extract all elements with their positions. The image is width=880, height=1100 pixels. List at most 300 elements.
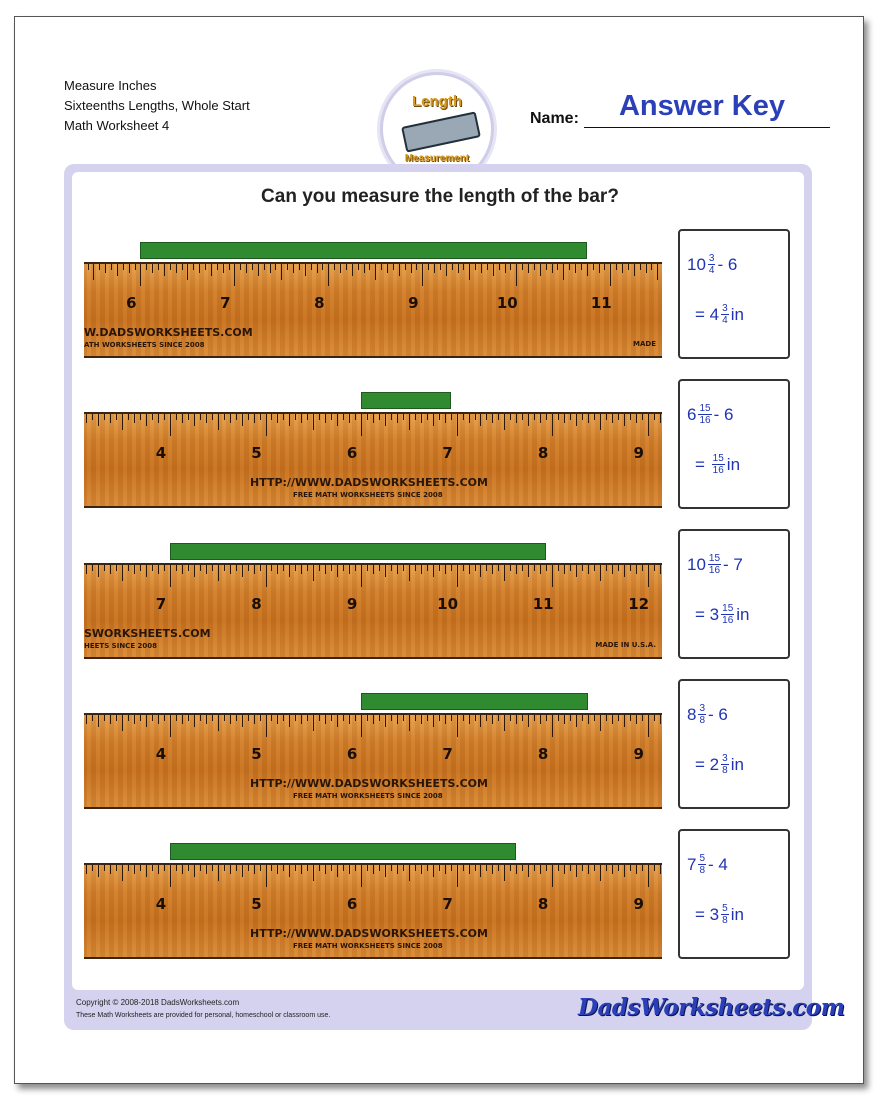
ruler-tick [248,865,249,871]
ruler-tick [369,264,370,270]
ruler-tick [534,865,535,871]
ruler-tick [486,715,487,721]
ruler-tick [630,865,631,871]
ruler-tick [439,865,440,871]
ruler-tick [582,565,583,571]
header-worksheet-number: Math Worksheet 4 [64,118,170,133]
answer-minus-start: - 6 [713,404,734,424]
ruler-tick [504,865,505,881]
equals-sign: = [695,454,705,474]
ruler-tick [218,565,219,581]
ruler-tick [486,414,487,420]
ruler-tick [618,565,619,571]
ruler-tick [409,565,410,581]
ruler-made-text: MADE [633,340,656,348]
answer-result [695,753,744,776]
ruler-tick [457,565,458,587]
answer-unit: in [736,604,750,624]
ruler-url-text: W.DADSWORKSHEETS.COM [84,326,253,339]
ruler-tick [325,565,326,574]
ruler-tick [576,715,577,727]
fraction-denominator: 16 [699,415,711,426]
fraction-denominator: 8 [722,915,728,926]
answer-end-fraction [698,703,706,726]
ruler-tick [651,264,652,270]
ruler-number: 10 [496,294,518,312]
ruler-tick [110,414,111,423]
ruler-tick [594,565,595,571]
ruler [84,713,662,809]
ruler-tick [367,414,368,420]
answer-subtraction [687,703,728,726]
fraction-numerator: 3 [708,253,715,264]
ruler-tick [104,715,105,721]
ruler-tick [546,414,547,420]
ruler-tick [660,565,661,574]
ruler-tick [576,865,577,877]
ruler-tick [415,414,416,420]
ruler-tick [128,565,129,571]
ruler-tick [534,264,535,270]
ruler-tick [176,565,177,571]
ruler-tick [140,565,141,571]
ruler-tick [409,414,410,430]
ruler-tick [469,264,470,280]
ruler-number: 8 [537,444,549,462]
fraction-denominator: 4 [722,315,728,326]
ruler-tick [640,264,641,270]
ruler-tick [660,715,661,724]
ruler-tick [463,715,464,721]
ruler-tick [648,715,649,737]
ruler-tick [349,565,350,574]
ruler-tick [355,865,356,871]
ruler-tick [469,865,470,874]
ruler-tick [379,565,380,571]
ruler-tick [234,264,235,286]
ruler-tick [618,865,619,871]
ruler-tick [492,565,493,574]
ruler-tick [206,715,207,724]
ruler-tick [475,715,476,721]
ruler-tick [317,264,318,273]
ruler-tick [457,865,458,887]
ruler-tick [236,565,237,571]
ruler-tick [391,865,392,871]
equals-sign: = [695,904,705,924]
answer-unit: in [730,904,744,924]
ruler-tick [642,865,643,871]
ruler-tick [415,715,416,721]
ruler-url-text: SWORKSHEETS.COM [84,627,211,640]
ruler-tick [636,565,637,574]
usage-note: These Math Worksheets are provided for personal, homeschool or classroom use. [76,1012,331,1019]
ruler-tick [480,414,481,426]
ruler-number: 9 [633,745,644,763]
ruler-tick [385,565,386,577]
equals-sign: = [695,754,705,774]
ruler-tick [446,264,447,276]
ruler-tick [433,865,434,877]
ruler-tick [451,565,452,571]
ruler-tick [510,715,511,721]
ruler-tick [385,865,386,877]
ruler-tick [630,565,631,571]
ruler-tick [630,715,631,721]
ruler-tick [480,565,481,577]
ruler-tick [588,414,589,423]
ruler-tick [122,565,123,581]
answer-result-fraction [721,903,729,926]
ruler-tick [469,715,470,724]
ruler-tick [421,565,422,574]
answer-key-title: Answer Key [618,90,785,122]
ruler-tick [564,715,565,724]
ruler-tick [140,264,141,286]
ruler-tick [176,865,177,871]
ruler-tick [540,865,541,874]
ruler-tick [182,715,183,724]
ruler-tick [343,565,344,571]
ruler-tick [343,414,344,420]
ruler-tick [158,565,159,574]
fraction-numerator: 3 [722,753,728,764]
ruler-tick [593,264,594,270]
ruler-tick [600,414,601,430]
ruler-tick [361,565,362,587]
ruler-tick [540,414,541,423]
worksheet-header [64,76,250,136]
ruler-tick [569,264,570,270]
ruler-tick [588,565,589,574]
ruler-tick [588,865,589,874]
ruler-tick [86,865,87,874]
ruler-tick [217,264,218,270]
ruler-tick [367,865,368,871]
ruler-tick [516,865,517,874]
logo-bottom-text: Measurement [404,153,470,164]
ruler-tick [146,264,147,270]
ruler-tick [98,414,99,426]
ruler-tick [236,715,237,721]
ruler-tick [439,414,440,420]
ruler-number: 5 [251,895,262,913]
ruler-tick [427,865,428,871]
equals-sign: = [695,304,705,324]
ruler-tick [140,414,141,420]
ruler-tick [557,264,558,270]
ruler-tick [624,865,625,877]
ruler-tick [480,715,481,727]
ruler-tick [373,414,374,423]
ruler-tick [606,715,607,721]
ruler-tagline-text: FREE MATH WORKSHEETS SINCE 2008 [293,491,443,499]
measured-bar [170,843,516,860]
ruler-tick [152,865,153,871]
ruler-tick [170,565,171,587]
ruler-tick [575,264,576,273]
answer-result-whole: 3 [709,904,720,924]
ruler-url-text: HTTP://WWW.DADSWORKSHEETS.COM [250,777,488,790]
ruler-tick [516,414,517,423]
ruler-tagline-text: FREE MATH WORKSHEETS SINCE 2008 [293,792,443,800]
ruler-number: 6 [126,294,137,312]
ruler-tick [510,264,511,270]
answer-minus-start: - 6 [708,704,728,724]
ruler-tick [164,264,165,276]
ruler-tick [434,264,435,273]
ruler-tick [364,264,365,273]
ruler-tick [403,865,404,871]
ruler-tick [522,414,523,420]
ruler-tick [331,865,332,871]
ruler-tick [301,414,302,423]
ruler-tick [534,715,535,721]
ruler-tick [516,715,517,724]
ruler-tick [116,715,117,721]
ruler-tick [433,414,434,426]
ruler-tick [576,565,577,577]
ruler-number: 9 [633,444,644,462]
ruler-tick [98,565,99,577]
ruler-tick [409,865,410,881]
ruler-tick [492,715,493,724]
ruler-tick [242,414,243,426]
ruler-tick [510,865,511,871]
answer-subtraction [687,253,737,276]
ruler-url-text: HTTP://WWW.DADSWORKSHEETS.COM [250,476,488,489]
ruler-tick [594,865,595,871]
ruler-tick [271,715,272,721]
ruler-tick [313,565,314,581]
ruler-tick [540,264,541,276]
ruler-tick [486,565,487,571]
ruler-tick [337,565,338,577]
ruler-tick [134,565,135,574]
ruler-tick [452,264,453,270]
ruler-tick [212,865,213,871]
ruler-tick [463,865,464,871]
ruler-icon [401,111,481,152]
ruler-tick [570,715,571,721]
ruler-tick [379,715,380,721]
ruler-tick [92,414,93,420]
ruler-tick [660,414,661,423]
ruler-number: 8 [537,745,549,763]
ruler-tick [325,865,326,874]
ruler-tick [182,565,183,574]
answer-result [695,603,750,626]
ruler-number: 12 [628,595,650,613]
ruler-tick [516,565,517,574]
ruler-tick [492,414,493,423]
answer-result-whole: 2 [709,754,720,774]
ruler-tick [582,414,583,420]
ruler-tick [200,865,201,871]
ruler-tick [642,715,643,721]
ruler-tick [158,414,159,423]
ruler-tick [654,414,655,420]
ruler-tick [337,715,338,727]
ruler-number: 8 [537,895,549,913]
ruler-tick [266,715,267,737]
ruler-tick [421,715,422,724]
ruler-tick [636,865,637,874]
ruler-tick [397,414,398,423]
ruler-tick [212,565,213,571]
ruler-tick [355,565,356,571]
ruler-tick [260,565,261,571]
ruler-tagline-text: HEETS SINCE 2008 [84,642,158,650]
ruler-tick [654,715,655,721]
ruler [84,262,662,358]
ruler-tick [146,565,147,577]
ruler-tick [349,865,350,874]
ruler-tick [540,715,541,724]
ruler-tick [379,414,380,420]
ruler-tick [391,565,392,571]
ruler-tick [564,565,565,574]
ruler-tick [205,264,206,270]
fraction-denominator: 8 [722,765,728,776]
ruler-tick [458,264,459,273]
ruler-tick [182,264,183,270]
ruler-tick [230,715,231,724]
ruler-tick [373,865,374,874]
ruler-tick [337,414,338,426]
ruler-tick [104,865,105,871]
ruler-tick [648,565,649,587]
answer-result-fraction [721,753,729,776]
ruler-number: 4 [155,745,167,763]
ruler-tick [254,565,255,574]
ruler-tick [439,715,440,721]
answer-result-whole: 4 [709,304,720,324]
ruler-tick [325,715,326,724]
ruler-tick [522,715,523,721]
ruler-tick [223,264,224,273]
ruler-tick [246,264,247,273]
ruler-tick [630,414,631,420]
ruler-tick [624,414,625,426]
ruler-tick [242,865,243,877]
ruler-tick [606,565,607,571]
ruler-tick [457,414,458,436]
ruler-tick [199,264,200,273]
ruler-tick [206,414,207,423]
ruler-tick [654,865,655,871]
ruler-tick [182,865,183,874]
answer-subtraction [687,553,743,576]
ruler-tick [319,715,320,721]
ruler-tick [504,565,505,581]
ruler-tick [229,264,230,270]
ruler-number: 7 [155,595,167,613]
ruler-tick [475,565,476,571]
ruler-tick [373,715,374,724]
ruler-tick [313,414,314,430]
measured-bar [361,693,588,710]
ruler-tick [534,414,535,420]
ruler-tick [564,414,565,423]
ruler-number: 9 [346,595,358,613]
ruler-tick [176,414,177,420]
ruler-number: 9 [633,895,644,913]
ruler-tick [146,414,147,426]
ruler-tick [224,865,225,871]
ruler-tick [612,565,613,574]
ruler-tick [283,414,284,420]
measured-bar [140,242,586,259]
ruler-tick [295,565,296,571]
ruler-tick [563,264,564,280]
ruler-tick [111,264,112,270]
ruler-tick [373,565,374,574]
answer-subtraction [687,403,733,426]
ruler-tick [636,715,637,724]
ruler-tick [299,264,300,270]
ruler-tick [355,715,356,721]
ruler-tick [522,264,523,270]
ruler-tick [117,264,118,276]
ruler-tick [487,264,488,270]
ruler-tick [116,414,117,420]
ruler-tick [451,715,452,721]
ruler-tick [164,565,165,571]
measured-bar [170,543,546,560]
ruler-tick [510,414,511,420]
ruler-tick [405,264,406,270]
ruler-tick [212,715,213,721]
ruler-tick [660,865,661,874]
ruler-tick [642,565,643,571]
ruler-tick [361,715,362,737]
ruler-tick [289,565,290,577]
ruler-tick [188,865,189,871]
ruler-tick [618,414,619,420]
ruler [84,863,662,959]
ruler-number: 5 [251,745,262,763]
ruler-tick [252,264,253,270]
ruler-number: 11 [590,294,612,312]
ruler-tick [193,264,194,270]
ruler-tick [254,715,255,724]
ruler-tick [409,715,410,731]
ruler-tick [618,715,619,721]
ruler-tick [576,414,577,426]
answer-result [695,903,744,926]
ruler-tick [188,565,189,571]
ruler-tick [128,414,129,420]
ruler-tick [134,414,135,423]
ruler-number: 5 [251,444,262,462]
ruler-tick [152,715,153,721]
ruler-tick [242,715,243,727]
ruler-tick [463,264,464,270]
ruler-tick [128,865,129,871]
ruler-tick [546,565,547,571]
ruler-tick [283,865,284,871]
ruler-tick [86,414,87,423]
ruler-tick [331,715,332,721]
ruler-tick [628,264,629,270]
ruler-tick [552,264,553,273]
ruler-tick [534,565,535,571]
ruler-tick [646,264,647,273]
ruler-tick [361,414,362,436]
fraction-numerator: 15 [712,453,724,464]
ruler-tick [307,414,308,420]
